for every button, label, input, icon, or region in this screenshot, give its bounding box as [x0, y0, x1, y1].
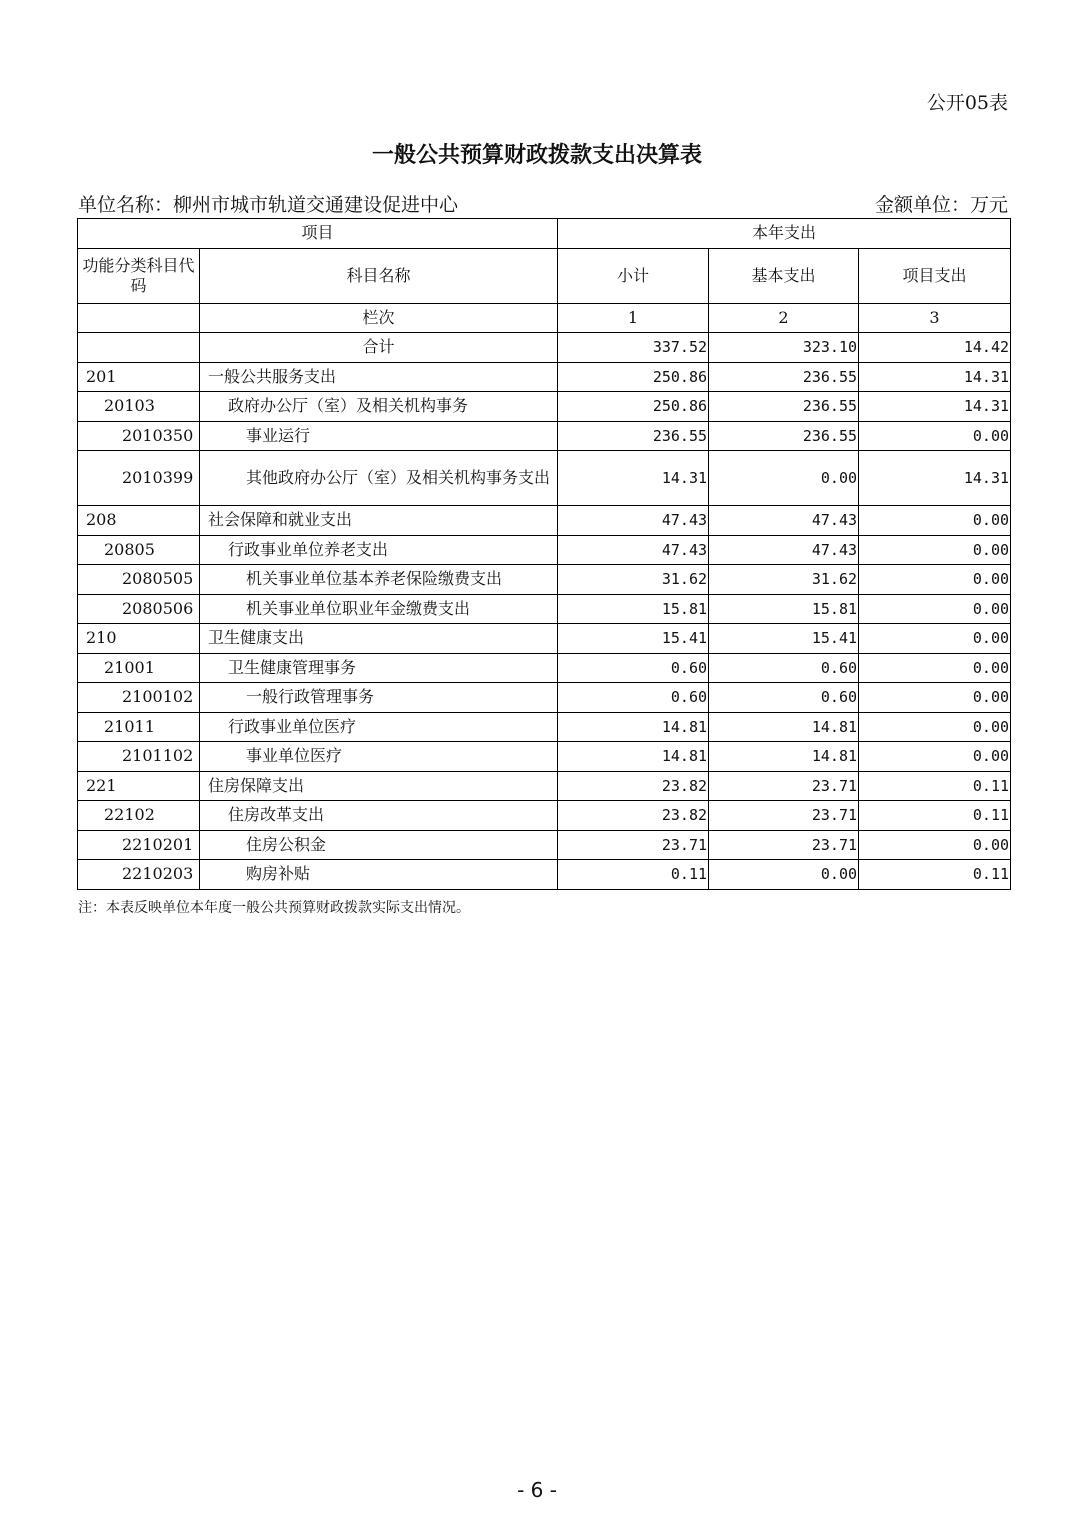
row-name: 卫生健康管理事务	[200, 653, 558, 683]
row-basic: 23.71	[709, 801, 859, 831]
row-subtotal: 23.82	[558, 771, 709, 801]
row-code: 2010399	[78, 451, 200, 506]
row-subtotal: 0.60	[558, 653, 709, 683]
row-basic: 236.55	[709, 392, 859, 422]
row-subtotal: 236.55	[558, 421, 709, 451]
table-row	[78, 451, 1011, 506]
row-subtotal: 31.62	[558, 565, 709, 595]
table-row	[78, 830, 1011, 860]
page-title: 一般公共预算财政拨款支出决算表	[371, 142, 702, 168]
row-code: 2080505	[78, 565, 200, 595]
row-basic: 15.41	[709, 624, 859, 654]
row-name: 行政事业单位养老支出	[200, 535, 558, 565]
row-code: 2100102	[78, 683, 200, 713]
row-project: 0.00	[859, 712, 1011, 742]
row-project: 0.00	[859, 594, 1011, 624]
row-subtotal: 14.81	[558, 742, 709, 772]
row-project: 0.00	[859, 565, 1011, 595]
row-code: 208	[78, 506, 200, 536]
row-basic: 23.71	[709, 771, 859, 801]
row-subtotal: 47.43	[558, 506, 709, 536]
row-project: 0.11	[859, 860, 1011, 890]
row-name: 机关事业单位基本养老保险缴费支出	[200, 565, 558, 595]
row-name: 住房保障支出	[200, 771, 558, 801]
row-project: 0.00	[859, 421, 1011, 451]
header-row-2	[78, 248, 1011, 303]
row-name: 社会保障和就业支出	[200, 506, 558, 536]
row-name: 机关事业单位职业年金缴费支出	[200, 594, 558, 624]
row-code: 201	[78, 362, 200, 392]
column-index-blank	[78, 303, 200, 333]
row-code: 2010350	[78, 421, 200, 451]
row-project: 0.00	[859, 683, 1011, 713]
row-subtotal: 14.31	[558, 451, 709, 506]
row-basic: 47.43	[709, 506, 859, 536]
row-subtotal: 250.86	[558, 392, 709, 422]
row-name: 一般行政管理事务	[200, 683, 558, 713]
row-project: 0.11	[859, 801, 1011, 831]
row-name: 事业运行	[200, 421, 558, 451]
row-code: 21001	[78, 653, 200, 683]
row-project: 14.31	[859, 362, 1011, 392]
row-basic: 236.55	[709, 421, 859, 451]
unit-name: 单位名称：柳州市城市轨道交通建设促进中心	[78, 194, 459, 216]
table-row	[78, 653, 1011, 683]
table-row	[78, 860, 1011, 890]
amount-unit: 金额单位：万元	[874, 194, 1008, 216]
column-index-2: 2	[709, 303, 859, 333]
row-name: 购房补贴	[200, 860, 558, 890]
row-subtotal: 14.81	[558, 712, 709, 742]
row-subtotal: 0.11	[558, 860, 709, 890]
table-row	[78, 535, 1011, 565]
row-subtotal: 15.81	[558, 594, 709, 624]
total-basic: 323.10	[709, 333, 859, 363]
table-row	[78, 801, 1011, 831]
row-basic: 15.81	[709, 594, 859, 624]
table-row	[78, 624, 1011, 654]
row-project: 0.00	[859, 624, 1011, 654]
table-row	[78, 712, 1011, 742]
row-code: 22102	[78, 801, 200, 831]
row-subtotal: 15.41	[558, 624, 709, 654]
header-row-1	[78, 219, 1011, 249]
row-code: 2101102	[78, 742, 200, 772]
table-row	[78, 392, 1011, 422]
row-basic: 236.55	[709, 362, 859, 392]
column-index-row	[78, 303, 1011, 333]
row-project: 0.00	[859, 830, 1011, 860]
table-row	[78, 421, 1011, 451]
row-name: 卫生健康支出	[200, 624, 558, 654]
column-index-3: 3	[859, 303, 1011, 333]
row-code: 21011	[78, 712, 200, 742]
row-code: 20103	[78, 392, 200, 422]
column-index-1: 1	[558, 303, 709, 333]
total-row	[78, 333, 1011, 363]
table-note: 注：本表反映单位本年度一般公共预算财政拨款实际支出情况。	[78, 900, 470, 916]
row-project: 0.00	[859, 506, 1011, 536]
row-basic: 23.71	[709, 830, 859, 860]
row-code: 210	[78, 624, 200, 654]
row-basic: 14.81	[709, 742, 859, 772]
row-name: 事业单位医疗	[200, 742, 558, 772]
row-name: 行政事业单位医疗	[200, 712, 558, 742]
row-code: 2080506	[78, 594, 200, 624]
header-project-expense: 项目支出	[859, 248, 1011, 303]
header-name: 科目名称	[200, 248, 558, 303]
row-code: 221	[78, 771, 200, 801]
total-code-blank	[78, 333, 200, 363]
row-code: 20805	[78, 535, 200, 565]
row-basic: 0.00	[709, 451, 859, 506]
table-row	[78, 506, 1011, 536]
row-name: 其他政府办公厅（室）及相关机构事务支出	[200, 451, 558, 506]
row-project: 0.00	[859, 742, 1011, 772]
page-number: - 6 -	[517, 1478, 557, 1502]
row-name: 政府办公厅（室）及相关机构事务	[200, 392, 558, 422]
row-project: 0.11	[859, 771, 1011, 801]
total-project: 14.42	[859, 333, 1011, 363]
header-code: 功能分类科目代码	[78, 248, 200, 303]
total-label: 合计	[200, 333, 558, 363]
form-number: 公开05表	[926, 92, 1008, 114]
table-row	[78, 683, 1011, 713]
table-row	[78, 742, 1011, 772]
header-subtotal: 小计	[558, 248, 709, 303]
row-name: 一般公共服务支出	[200, 362, 558, 392]
row-code: 2210203	[78, 860, 200, 890]
header-project: 项目	[78, 219, 558, 249]
row-subtotal: 23.71	[558, 830, 709, 860]
row-basic: 0.60	[709, 683, 859, 713]
table-row	[78, 565, 1011, 595]
row-project: 14.31	[859, 451, 1011, 506]
table-row	[78, 594, 1011, 624]
row-name: 住房改革支出	[200, 801, 558, 831]
row-basic: 0.60	[709, 653, 859, 683]
row-project: 0.00	[859, 535, 1011, 565]
row-name: 住房公积金	[200, 830, 558, 860]
table-row	[78, 362, 1011, 392]
column-index-label: 栏次	[200, 303, 558, 333]
expenditure-table	[77, 218, 1011, 890]
row-basic: 14.81	[709, 712, 859, 742]
row-basic: 47.43	[709, 535, 859, 565]
row-subtotal: 250.86	[558, 362, 709, 392]
row-basic: 0.00	[709, 860, 859, 890]
table-row	[78, 771, 1011, 801]
row-subtotal: 23.82	[558, 801, 709, 831]
row-basic: 31.62	[709, 565, 859, 595]
total-subtotal: 337.52	[558, 333, 709, 363]
header-current-year: 本年支出	[558, 219, 1011, 249]
row-project: 0.00	[859, 653, 1011, 683]
row-subtotal: 0.60	[558, 683, 709, 713]
row-project: 14.31	[859, 392, 1011, 422]
row-code: 2210201	[78, 830, 200, 860]
header-basic: 基本支出	[709, 248, 859, 303]
row-subtotal: 47.43	[558, 535, 709, 565]
